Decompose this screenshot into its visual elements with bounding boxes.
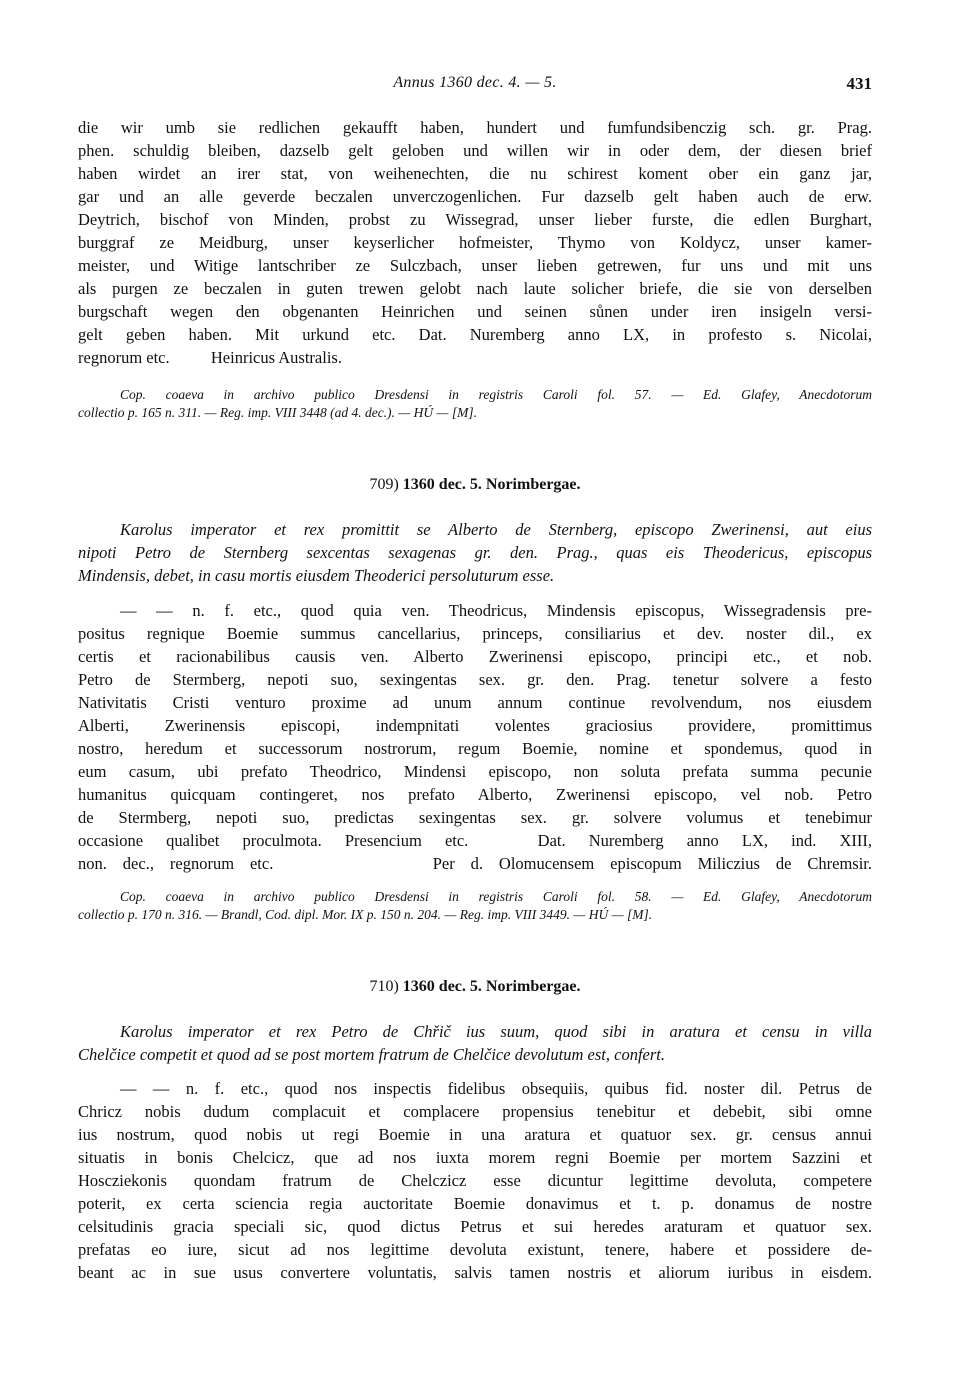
text-line: humanitus quicquam contingeret, nos prefato Alberto, Zwerinensi episcopo, vel nob. Petro xyxy=(78,785,872,804)
text-line: — — n. f. etc., quod nos inspectis fidelibus obsequiis, quibus fid. noster dil. Petrus de xyxy=(120,1079,872,1098)
text-line: — — n. f. etc., quod quia ven. Theodricus, Mindensis episcopus, Wissegradensis pre- xyxy=(120,601,872,620)
text-line: celsitudinis gracia speciali sic, quod dictus Petrus et sui heredes araturam et quatuor sex. xyxy=(78,1217,872,1236)
entry-709-summary xyxy=(78,518,872,587)
text-line: situatis in bonis Chelcicz, que ad nos iuxta morem regni Boemie per mortem Sazzini et xyxy=(78,1148,872,1167)
text-line: positus regnique Boemie summus cancellarius, princeps, consiliarius et dev. noster dil., ex xyxy=(78,624,872,643)
text-line: Alberti, Zwerinensis episcopi, indempnitati volentes graciosius providere, promittimus xyxy=(78,716,872,735)
text-line: gelt geben haben. Mit urkund etc. Dat. Nuremberg anno LX, in profesto s. Nicolai, xyxy=(78,325,872,344)
page-header xyxy=(78,74,872,98)
text-line: beant ac in sue usus convertere voluntatis, salvis tamen nostris et aliorum iuribus in eisdem. xyxy=(78,1263,872,1282)
continuation-text xyxy=(78,116,872,369)
source-line: collectio p. 170 n. 316. — Brandl, Cod. dipl. Mor. IX p. 150 n. 204. — Reg. imp. VIII 3449. — HÚ — [M]. xyxy=(78,907,653,922)
text-line: gar und an alle geverde beczalen unverczogenlichen. Fur dazselb gelt haben auch de erw. xyxy=(78,187,872,206)
entry-710-text xyxy=(78,1077,872,1284)
text-line: regnorum etc. Heinricus Australis. xyxy=(78,348,342,367)
summary-line: Mindensis, debet, in casu mortis eiusdem Theoderici persoluturum esse. xyxy=(78,566,555,585)
text-line: Hoscziekonis quondam fratrum de Chelczicz esse dicuntur legittime devoluta, competere xyxy=(78,1171,872,1190)
text-line: poterit, ex certa sciencia regia auctoritate Boemie donavimus et t. p. donamus de nostre xyxy=(78,1194,872,1213)
text-line: Petro de Stermberg, nepoti suo, sexingentas sex. gr. den. Prag. tenetur solvere a festo xyxy=(78,670,872,689)
entry-709-source-note xyxy=(78,888,872,924)
text-line: burgschaft wegen den obgenanten Heinrichen und seinen sůnen under iren insigeln versi- xyxy=(78,302,872,321)
entry-709-text xyxy=(78,599,872,875)
source-line: Cop. coaeva in archivo publico Dresdensi in registris Caroli fol. 57. — Ed. Glafey, Anecdotorum xyxy=(120,387,872,402)
page-number: 431 xyxy=(846,74,872,93)
text-line: als purgen ze beczalen in guten trewen gelobt nach laute solicher briefe, die sie von derselben xyxy=(78,279,872,298)
text-line: haben wirdet an irer stat, von weihenechten, die nu schirest koment ober ein ganz jar, xyxy=(78,164,872,183)
source-line: collectio p. 165 n. 311. — Reg. imp. VIII 3448 (ad 4. dec.). — HÚ — [M]. xyxy=(78,405,478,420)
entry-number: 709) xyxy=(369,476,399,493)
text-line: certis et racionabilibus causis ven. Alberto Zwerinensi episcopo, principi etc., et nob. xyxy=(78,647,872,666)
text-line: nostro, heredum et successorum nostrorum, regum Boemie, nomine et spondemus, quod in xyxy=(78,739,872,758)
summary-line: Chelčice competit et quod ad se post mortem fratrum de Chelčice devolutum est, confert. xyxy=(78,1045,665,1064)
text-line: non. dec., regnorum etc. Per d. Olomucensem episcopum Miliczius de Chremsir. xyxy=(78,854,872,873)
text-line: prefatas eo iure, sicut ad nos legittime devoluta existunt, tenere, habere et possidere de- xyxy=(78,1240,872,1259)
text-line: de Stermberg, nepoti suo, predictas sexingentas sex. gr. solvere volumus et tenebimur xyxy=(78,808,872,827)
running-title: Annus 1360 dec. 4. — 5. xyxy=(393,74,557,91)
entry-710-summary xyxy=(78,1020,872,1066)
text-line: occasione qualibet proculmota. Presencium etc. Dat. Nuremberg anno LX, ind. XIII, xyxy=(78,831,872,850)
continuation-paragraph xyxy=(78,116,872,369)
summary-line: Karolus imperator et rex promittit se Alberto de Sternberg, episcopo Zwerinensi, aut eius xyxy=(120,520,872,539)
text-line: burggraf ze Meidburg, unser keyserlicher hofmeister, Thymo von Koldycz, unser kamer- xyxy=(78,233,872,252)
source-line: Cop. coaeva in archivo publico Dresdensi in registris Caroli fol. 58. — Ed. Glafey, Anecdotorum xyxy=(120,889,872,904)
text-line: Nativitatis Cristi venturo proxime ad unum annum continue revolvendum, nos eiusdem xyxy=(78,693,872,712)
text-line: phen. schuldig bleiben, dazselb gelt geloben und willen wir in oder dem, der diesen brief xyxy=(78,141,872,160)
text-line: Deytrich, bischof von Minden, probst zu Wissegrad, unser lieber furste, die edlen Burghart, xyxy=(78,210,872,229)
text-line: meister, und Witige lantschriber ze Sulczbach, unser lieben getrewen, fur uns und mit uns xyxy=(78,256,872,275)
summary-line: nipoti Petro de Sternberg sexcentas sexagenas gr. den. Prag., quas eis Theodericus, episcopus xyxy=(78,543,872,562)
summary-line: Karolus imperator et rex Petro de Chřič ius suum, quod sibi in aratura et censu in villa xyxy=(120,1022,872,1041)
entry-709-heading xyxy=(78,476,872,494)
text-line: ius nostrum, quod nobis ut regi Boemie in una aratura et quatuor sex. gr. census annui xyxy=(78,1125,872,1144)
text-line: die wir umb sie redlichen gekaufft haben, hundert und fumfundsibenczig sch. gr. Prag. xyxy=(78,118,872,137)
text-line: Chricz nobis dudum complacuit et complacere propensius tenebitur et debebit, sibi omne xyxy=(78,1102,872,1121)
continuation-source-note xyxy=(78,386,872,422)
entry-number: 710) xyxy=(369,978,399,995)
entry-710-heading xyxy=(78,978,872,996)
entry-date-place: 1360 dec. 5. Norimbergae. xyxy=(402,978,581,995)
entry-date-place: 1360 dec. 5. Norimbergae. xyxy=(402,476,581,493)
text-line: eum casum, ubi prefato Theodrico, Mindensi episcopo, non soluta prefata summa pecunie xyxy=(78,762,872,781)
